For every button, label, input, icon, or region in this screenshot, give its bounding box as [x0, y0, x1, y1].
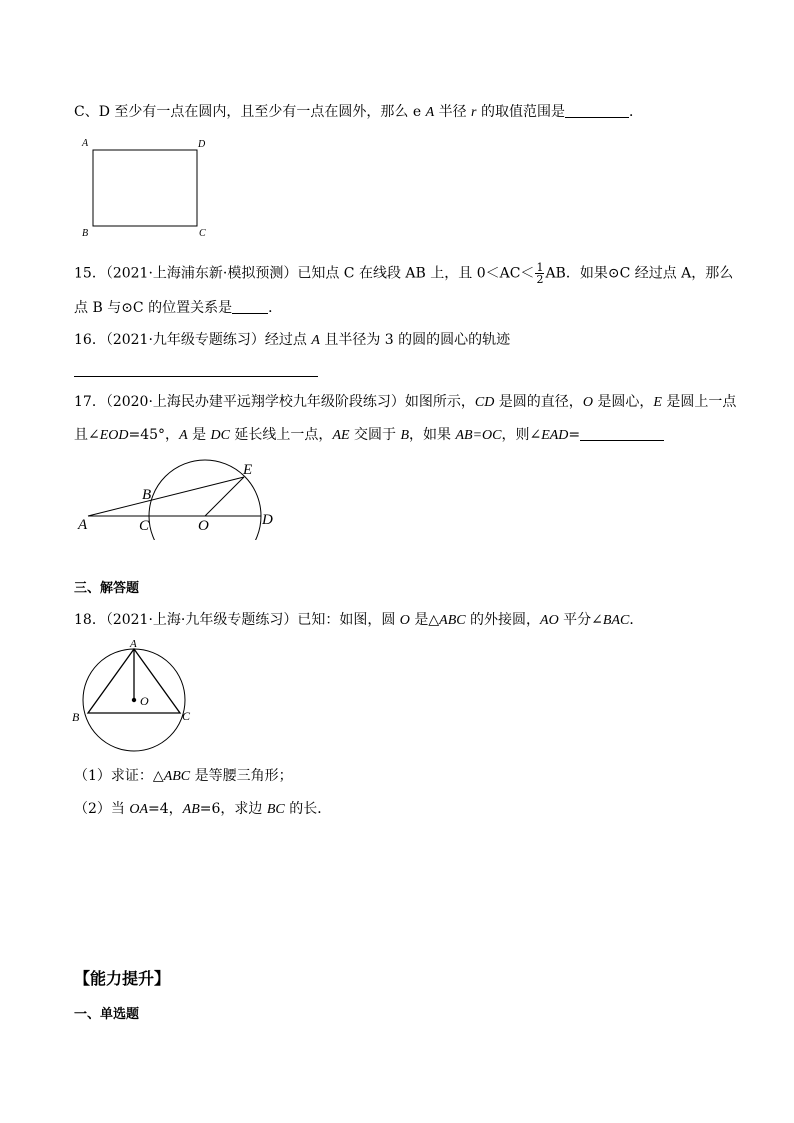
- section-title-answers: 三、解答题: [74, 581, 140, 596]
- fig-label-c: C: [139, 518, 150, 534]
- fig-label-b: B: [82, 228, 89, 239]
- q18-circumscribed-triangle-figure: [70, 636, 200, 758]
- answer-blank: [232, 299, 268, 314]
- q17-circle-figure: [74, 458, 294, 540]
- ability-heading: 【能力提升】: [74, 969, 171, 988]
- q18-text: 18．（2021·上海·九年级专题练习）已知：如图，圆 O 是△ABC 的外接圆，AO 平分∠BAC．: [74, 612, 644, 628]
- fig-label-o: O: [140, 694, 149, 708]
- q14-text: C、D 至少有一点在圆内，且至少有一点在圆外，那么 e A 半径 r 的取值范围是 ．: [74, 104, 643, 120]
- fig-label-d: D: [262, 512, 273, 528]
- fig-label-a: A: [82, 138, 89, 149]
- fig-label-a: A: [130, 638, 137, 650]
- fig-label-c: C: [182, 709, 191, 723]
- fig-label-b: B: [72, 710, 80, 724]
- section-title-single-choice: 一、单选题: [74, 1007, 140, 1022]
- fig-label-o: O: [198, 518, 209, 534]
- q17-line2: 且∠EOD=45°，A 是 DC 延长线上一点，AE 交圆于 B，如果 AB=OC，则∠EAD=: [74, 425, 664, 446]
- q15-line1: 15．（2021·上海浦东新·模拟预测）已知点 C 在线段 AB 上，且 0＜AC＜ $\frac{1}{2}$ AB．如果⊙C 经过点 A，那么: [74, 261, 734, 286]
- q16-text: 16．（2021·九年级专题练习）经过点 A 且半径为 3 的圆的圆心的轨迹: [74, 332, 511, 348]
- q18-subquestion-2: （2）当 OA=4，AB=6，求边 BC 的长．: [74, 801, 332, 817]
- q18-subquestion-1: （1）求证：△ABC 是等腰三角形；: [74, 768, 293, 784]
- fig-label-a: A: [78, 517, 88, 533]
- q17-line1: 17．（2020·上海民办建平远翔学校九年级阶段练习）如图所示，CD 是圆的直径，O 是圆心，E 是圆上一点: [74, 394, 737, 410]
- fig-label-c: C: [199, 228, 206, 239]
- fraction-one-half: $\frac{1}{2}$: [536, 261, 544, 286]
- answer-line: [74, 376, 318, 377]
- fig-label-d: D: [198, 139, 206, 150]
- answer-blank: [565, 103, 629, 118]
- answer-blank: [580, 426, 664, 441]
- fig-label-b: B: [142, 487, 152, 503]
- fig-label-e: E: [243, 462, 253, 478]
- q14-rectangle-figure: [78, 136, 218, 242]
- q15-line2: 点 B 与⊙C 的位置关系是 ．: [74, 300, 283, 316]
